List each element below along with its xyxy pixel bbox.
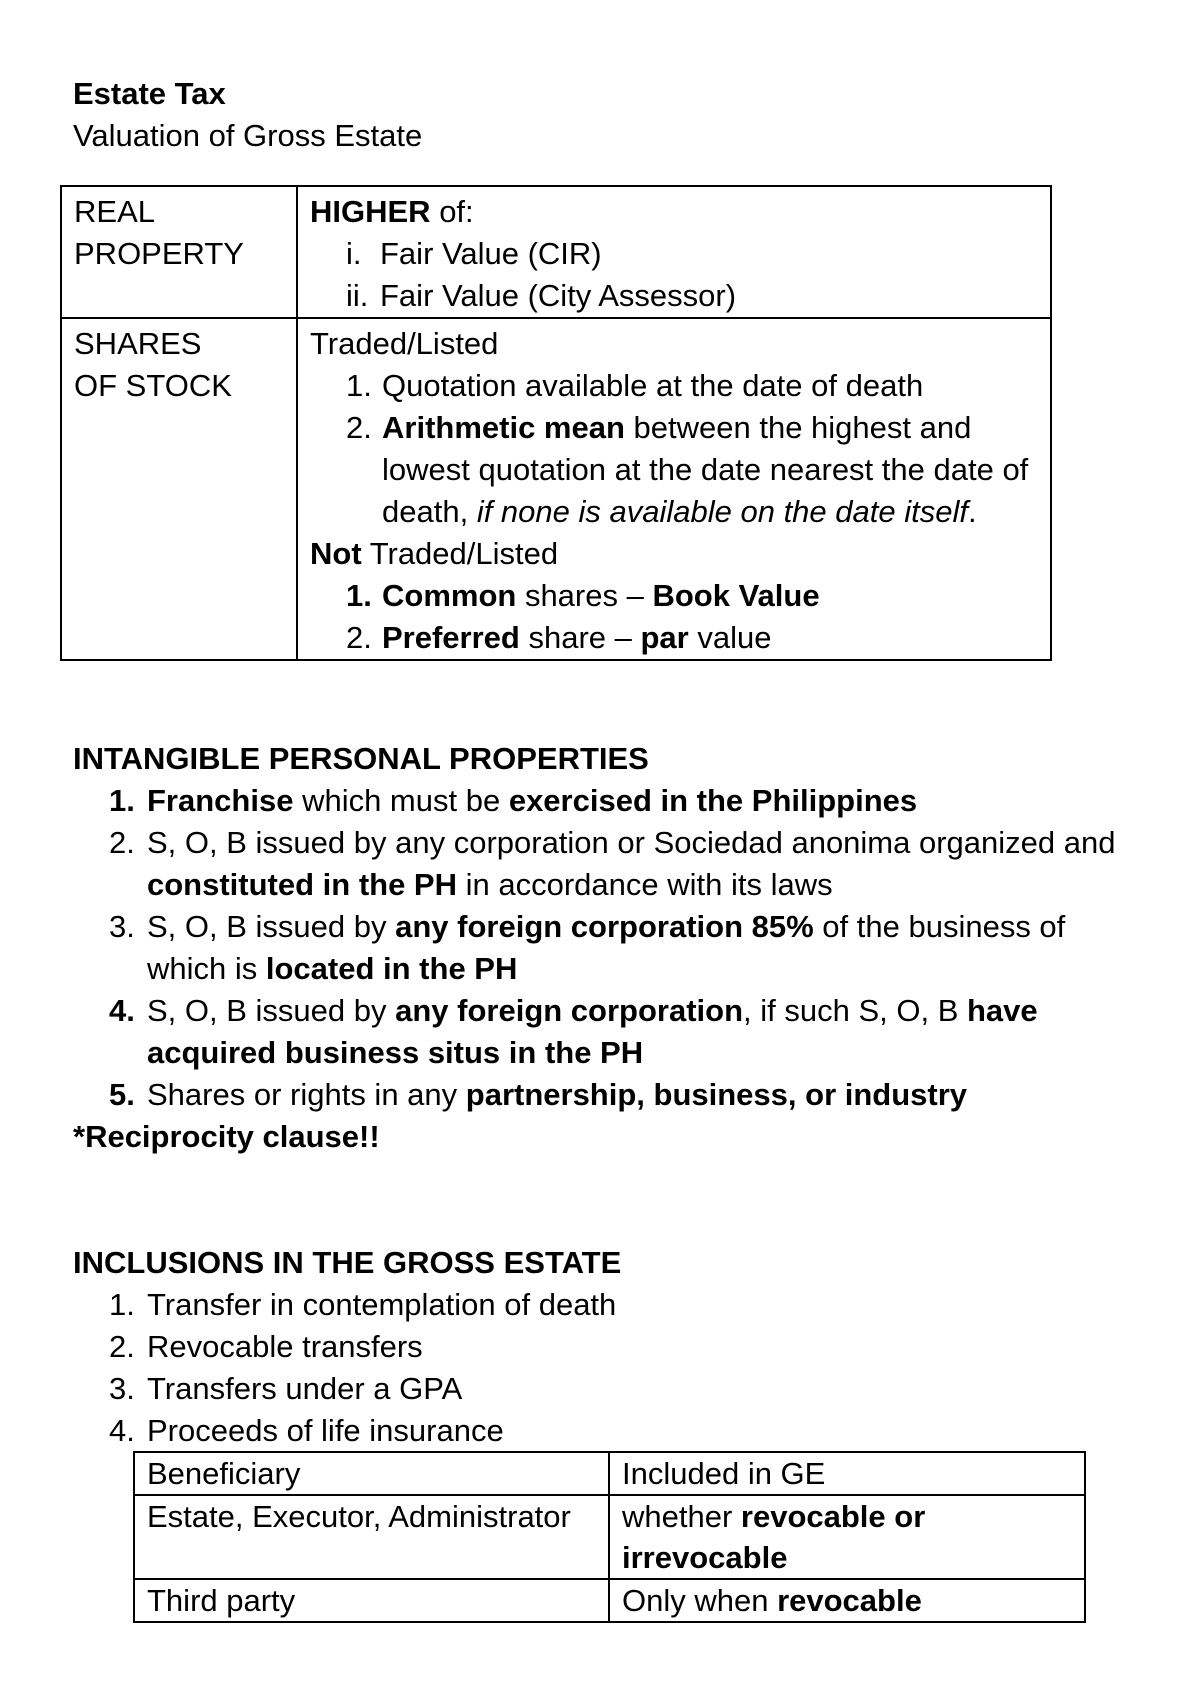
real-property-options <box>310 233 1040 317</box>
intangible-section <box>73 738 1133 1158</box>
list-item: 1. Franchise which must be exercised in the Philippines <box>109 783 918 818</box>
section-heading: INTANGIBLE PERSONAL PROPERTIES <box>73 741 649 776</box>
list-item: 2. S, O, B issued by any corporation or Sociedad anonima organized and constituted in the PH in accordance with its laws <box>109 825 1116 902</box>
header-included: Included in GE <box>609 1452 1085 1495</box>
life-insurance-table <box>133 1451 1086 1623</box>
table-header-row <box>134 1452 1085 1495</box>
table-row <box>134 1579 1085 1622</box>
real-property-label: REAL PROPERTY <box>61 186 297 318</box>
inclusions-list <box>73 1284 1133 1452</box>
table-row <box>134 1495 1085 1579</box>
list-item: 1. Quotation available at the date of death <box>346 368 924 403</box>
table-row-real-property <box>61 186 1051 318</box>
list-item: 2. Arithmetic mean between the highest and lowest quotation at the date nearest the date of death, if none is available on the date itself. <box>346 410 1029 529</box>
intangible-list <box>73 780 1133 1116</box>
cell-included: whether revocable or irrevocable <box>609 1495 1085 1579</box>
shares-rule: Traded/Listed 1. Quotation available at the date of death 2. Arithmetic mean between the highest and lowest quotation at the date nearest the date of death, if none is available on the date itself. Not Traded/Listed 1. Common shares – Book Value 2. Preferred share – par value <box>297 318 1051 660</box>
cell-included: Only when revocable <box>609 1579 1085 1622</box>
header-beneficiary: Beneficiary <box>134 1452 609 1495</box>
traded-list <box>310 365 1040 533</box>
cell-beneficiary: Estate, Executor, Administrator <box>134 1495 609 1579</box>
page-title: Estate Tax <box>73 76 226 111</box>
list-item: 3. Transfers under a GPA <box>109 1371 463 1406</box>
list-item: 1. Common shares – Book Value <box>346 578 820 613</box>
cell-beneficiary: Third party <box>134 1579 609 1622</box>
real-property-rule: HIGHER of: i. Fair Value (CIR) ii. Fair Value (City Assessor) <box>297 186 1051 318</box>
reciprocity-note: *Reciprocity clause!! <box>73 1119 380 1154</box>
section-heading: INCLUSIONS IN THE GROSS ESTATE <box>73 1245 622 1280</box>
list-item: 5. Shares or rights in any partnership, business, or industry <box>109 1077 968 1112</box>
list-item: 2. Preferred share – par value <box>346 620 772 655</box>
table-row-shares-of-stock <box>61 318 1051 660</box>
list-item: ii. Fair Value (City Assessor) <box>346 278 737 313</box>
list-item: 2. Revocable transfers <box>109 1329 423 1364</box>
list-item: 1. Transfer in contemplation of death <box>109 1287 617 1322</box>
inclusions-section <box>73 1242 1133 1452</box>
list-item: 4. Proceeds of life insurance <box>109 1413 504 1448</box>
list-item: 3. S, O, B issued by any foreign corporation 85% of the business of which is located in the PH <box>109 909 1066 986</box>
not-traded-list <box>310 575 1040 659</box>
list-item: 4. S, O, B issued by any foreign corporation, if such S, O, B have acquired business situs in the PH <box>109 993 1038 1070</box>
shares-label: SHARES OF STOCK <box>61 318 297 660</box>
page-subtitle: Valuation of Gross Estate <box>73 118 423 153</box>
valuation-table <box>60 185 1052 661</box>
list-item: i. Fair Value (CIR) <box>346 236 602 271</box>
